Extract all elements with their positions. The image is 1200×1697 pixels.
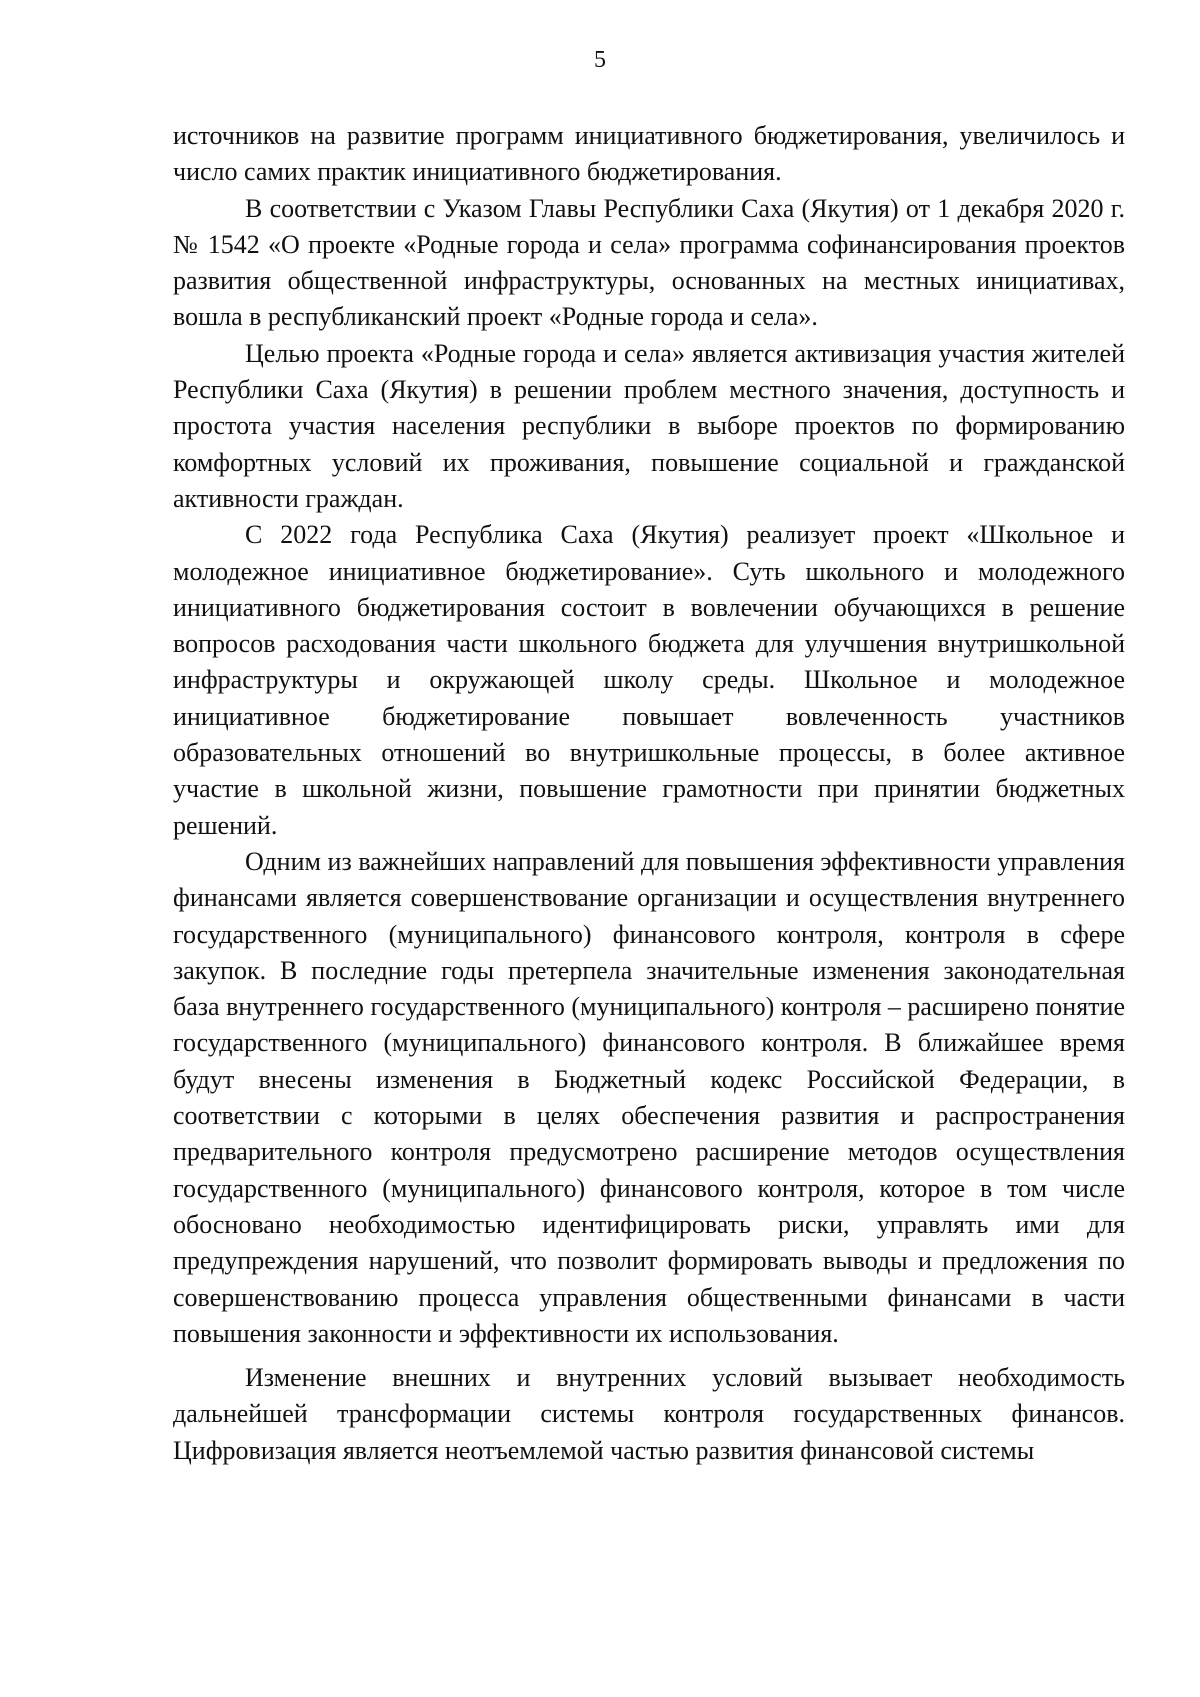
document-body [173,118,1125,1469]
paragraph: источников на развитие программ инициативного бюджетирования, увеличилось и число самих практик инициативного бюджетирования. [173,121,1125,187]
paragraph: Целью проекта «Родные города и села» является активизация участия жителей Республики Саха (Якутия) в решении проблем местного значения, доступность и простота участия населения республики в выборе проектов по формированию комфортных условий их проживания, повышение социальной и гражданской активности граждан. [173,338,1125,513]
paragraph: В соответствии с Указом Главы Республики Саха (Якутия) от 1 декабря 2020 г. № 1542 «О проекте «Родные города и села» программа софинансирования проектов развития общественной инфраструктуры, основанных на местных инициативах, вошла в республиканский проект «Родные города и села». [173,193,1125,332]
paragraph: С 2022 года Республика Саха (Якутия) реализует проект «Школьное и молодежное инициативное бюджетирование». Суть школьного и молодежного инициативного бюджетирования состоит в вовлечении обучающихся в решение вопросов расходования части школьного бюджета для улучшения внутришкольной инфраструктуры и окружающей школу среды. Школьное и молодежное инициативное бюджетирование повышает вовлеченность участников образовательных отношений во внутришкольные процессы, в более активное участие в школьной жизни, повышение грамотности при принятии бюджетных решений. [173,520,1125,840]
page-number: 5 [594,47,606,73]
paragraph: Изменение внешних и внутренних условий вызывает необходимость дальнейшей трансформации системы контроля государственных финансов. Цифровизация является неотъемлемой частью развития финансовой системы [173,1363,1125,1465]
paragraph: Одним из важнейших направлений для повышения эффективности управления финансами является совершенствование организации и осуществления внутреннего государственного (муниципального) финансового контроля, контроля в сфере закупок. В последние годы претерпела значительные изменения законодательная база внутреннего государственного (муниципального) контроля – расширено понятие государственного (муниципального) финансового контроля. В ближайшее время будут внесены изменения в Бюджетный кодекс Российской Федерации, в соответствии с которыми в целях обеспечения развития и распространения предварительного контроля предусмотрено расширение методов осуществления государственного (муниципального) финансового контроля, которое в том числе обосновано необходимостью идентифицировать риски, управлять ими для предупреждения нарушений, что позволит формировать выводы и предложения по совершенствованию процесса управления общественными финансами в части повышения законности и эффективности их использования. [173,846,1125,1348]
